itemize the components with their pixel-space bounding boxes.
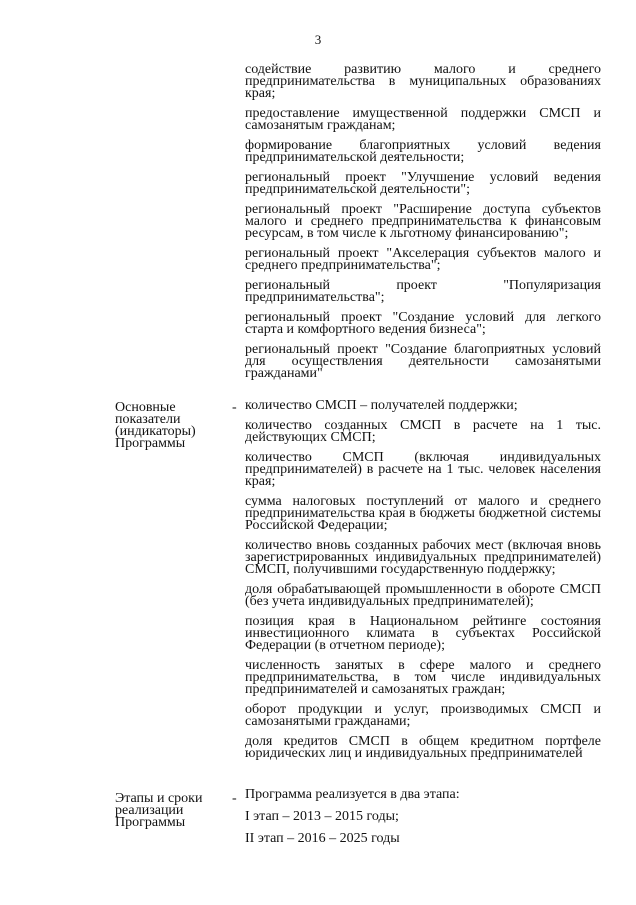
list-item: региональный проект "Популяризация предпринимательства"; <box>245 278 601 305</box>
list-item: количество созданных СМСП в расчете на 1 тыс. действующих СМСП; <box>245 418 601 445</box>
list-item: доля обрабатывающей промышленности в обороте СМСП (без учета индивидуальных предпринимателей); <box>245 582 601 609</box>
page-number: 3 <box>314 32 322 47</box>
list-item: региональный проект "Создание благоприятных условий для осуществления деятельности самозанятыми гражданами" <box>245 342 601 381</box>
stages-label: Этапы и сроки реализации Программы <box>115 791 203 830</box>
list-item: содействие развитию малого и среднего предпринимательства в муниципальных образованиях края; <box>245 62 601 101</box>
list-item: численность занятых в сфере малого и среднего предпринимательства, в том числе индивидуальных предпринимателей и самозанятых граждан; <box>245 658 601 697</box>
indicators-label: Основные показатели (индикаторы) Программы <box>115 400 196 451</box>
list-item: доля кредитов СМСП в общем кредитном портфеле юридических лиц и индивидуальных предпринимателей <box>245 734 601 761</box>
list-item: позиция края в Национальном рейтинге состояния инвестиционного климата в субъектах Российской Федерации (в отчетном периоде); <box>245 614 601 653</box>
stages-intro: Программа реализуется в два этапа: <box>245 787 460 802</box>
list-item: количество вновь созданных рабочих мест (включая вновь зарегистрированных индивидуальных предпринимателей) СМСП, получившими государственную поддержку; <box>245 538 601 577</box>
list-item: количество СМСП (включая индивидуальных предпринимателей) в расчете на 1 тыс. человек населения края; <box>245 450 601 489</box>
tasks-list <box>245 64 601 388</box>
indicators-dash: - <box>232 400 237 415</box>
list-item: II этап – 2016 – 2025 годы <box>245 831 400 846</box>
list-item: сумма налоговых поступлений от малого и среднего предпринимательства края в бюджеты бюджетной системы Российской Федерации; <box>245 494 601 533</box>
stages-dash: - <box>232 791 237 806</box>
stages-list <box>245 789 601 853</box>
list-item: региональный проект "Расширение доступа субъектов малого и среднего предпринимательства к финансовым ресурсам, в том числе к льготному финансированию"; <box>245 202 601 241</box>
list-item: I этап – 2013 – 2015 годы; <box>245 809 399 824</box>
list-item: количество СМСП – получателей поддержки; <box>245 398 518 413</box>
list-item: региональный проект "Создание условий для легкого старта и комфортного ведения бизнеса"; <box>245 310 601 337</box>
list-item: предоставление имущественной поддержки СМСП и самозанятым гражданам; <box>245 106 601 133</box>
list-item: формирование благоприятных условий ведения предпринимательской деятельности; <box>245 138 601 165</box>
list-item: оборот продукции и услуг, производимых СМСП и самозанятыми гражданами; <box>245 702 601 729</box>
list-item: региональный проект "Улучшение условий ведения предпринимательской деятельности"; <box>245 170 601 197</box>
indicators-list <box>245 400 601 768</box>
list-item: региональный проект "Акселерация субъектов малого и среднего предпринимательства"; <box>245 246 601 273</box>
